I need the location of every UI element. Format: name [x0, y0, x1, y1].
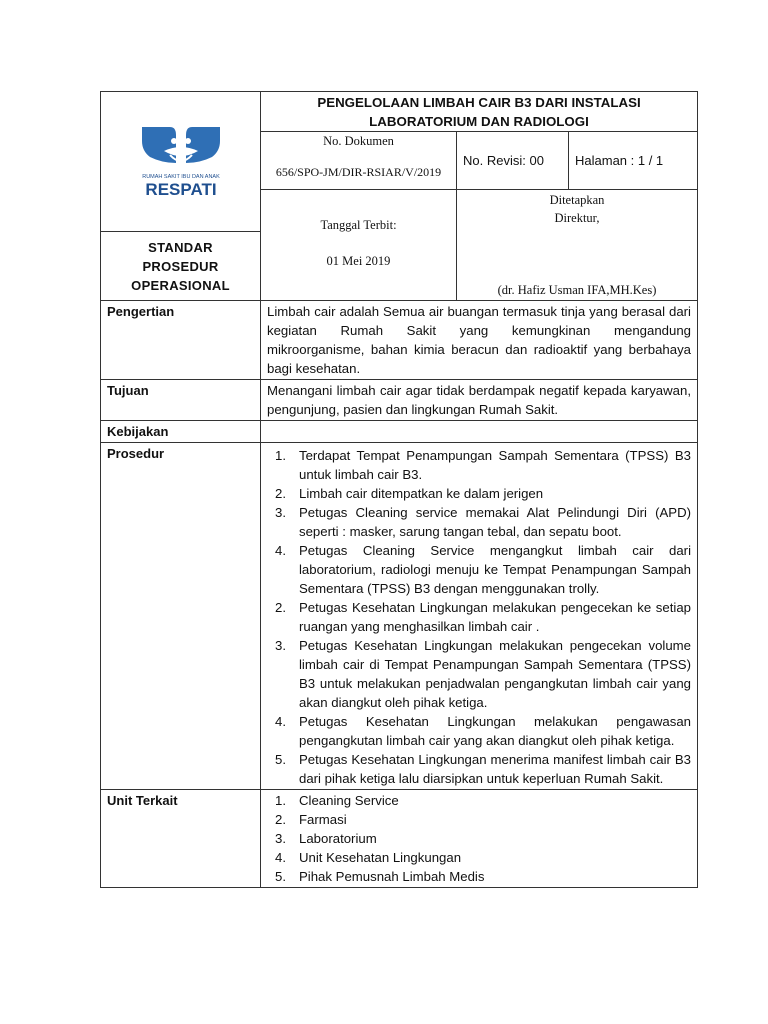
doc-title-line2: LABORATORIUM DAN RADIOLOGI [369, 114, 589, 129]
prosedur-item [267, 636, 691, 712]
signatory: (dr. Hafiz Usman IFA,MH.Kes) [497, 283, 657, 297]
kebijakan-label: Kebijakan [101, 421, 261, 443]
issue-date-cell [261, 190, 457, 301]
doc-number-cell [261, 132, 457, 190]
sop-line2: PROSEDUR [142, 258, 219, 274]
tujuan-text: Menangani limbah cair agar tidak berdampak negatif kepada karyawan, pengunjung, pasien dan lingkungan Rumah Sakit. [261, 380, 698, 421]
unit-terkait-item-text: Laboratorium [299, 831, 377, 846]
unit-terkait-item [267, 791, 691, 810]
sop-label-cell [101, 232, 261, 301]
unit-terkait-item [267, 829, 691, 848]
unit-terkait-list-cell [261, 790, 698, 888]
doc-number-label: No. Dokumen [323, 134, 394, 148]
unit-terkait-item-text: Unit Kesehatan Lingkungan [299, 850, 462, 865]
logo-cell [101, 92, 261, 232]
issue-date: 01 Mei 2019 [326, 254, 391, 268]
prosedur-item-number: 2. [275, 600, 286, 615]
prosedur-list [267, 446, 691, 788]
unit-terkait-label: Unit Terkait [101, 790, 261, 888]
sop-line3: OPERASIONAL [131, 277, 230, 293]
prosedur-item [267, 712, 691, 750]
tujuan-label: Tujuan [101, 380, 261, 421]
prosedur-item-text: Petugas Cleaning Service mengangkut limbah cair dari laboratorium, radiologi menuju ke Tempat Penampungan Sampah Sementara (TPSS) B3 dengan menggunakan trolly. [299, 543, 691, 596]
logo-name: RESPATI [144, 180, 217, 199]
unit-terkait-list [267, 791, 691, 886]
prosedur-item-text: Limbah cair ditempatkan ke dalam jerigen [299, 486, 544, 501]
issue-label: Tanggal Terbit: [320, 218, 397, 232]
logo-small-text: RUMAH SAKIT IBU DAN ANAK [141, 174, 220, 180]
unit-terkait-item-number: 3. [275, 831, 286, 846]
prosedur-item-text: Petugas Kesehatan Lingkungan menerima manifest limbah cair B3 dari pihak ketiga lalu diarsipkan untuk keperluan Rumah Sakit. [299, 752, 691, 786]
prosedur-item [267, 446, 691, 484]
prosedur-item-text: Terdapat Tempat Penampungan Sampah Sementara (TPSS) B3 untuk limbah cair B3. [299, 448, 691, 482]
unit-terkait-item-number: 2. [275, 812, 286, 827]
kebijakan-text [261, 421, 698, 443]
unit-terkait-item-text: Farmasi [299, 812, 347, 827]
prosedur-item-number: 1. [275, 448, 286, 463]
prosedur-list-cell [261, 443, 698, 790]
unit-terkait-item-number: 5. [275, 869, 286, 884]
prosedur-item [267, 598, 691, 636]
prosedur-item-text: Petugas Kesehatan Lingkungan melakukan pengawasan pengangkutan limbah cair yang akan diangkut oleh pihak ketiga. [299, 714, 691, 748]
unit-terkait-item-text: Pihak Pemusnah Limbah Medis [299, 869, 485, 884]
prosedur-item-number: 2. [275, 486, 286, 501]
prosedur-label: Prosedur [101, 443, 261, 790]
approval-cell [457, 190, 698, 301]
unit-terkait-item [267, 867, 691, 886]
doc-title [261, 92, 698, 132]
prosedur-item-number: 4. [275, 714, 286, 729]
prosedur-item [267, 750, 691, 788]
set-by-label: Ditetapkan [549, 193, 605, 207]
pengertian-text: Limbah cair adalah Semua air buangan termasuk tinja yang berasal dari kegiatan Rumah Sakit yang kemungkinan mengandung mikroorganisme, bahan kimia beracun dan radioaktif yang berbahaya bagi kesehatan. [261, 301, 698, 380]
unit-terkait-item-number: 1. [275, 793, 286, 808]
unit-terkait-item-text: Cleaning Service [299, 793, 399, 808]
revision: No. Revisi: 00 [457, 132, 569, 190]
prosedur-item-text: Petugas Cleaning service memakai Alat Pelindungi Diri (APD) seperti : masker, sarung tangan tebal, dan sepatu boot. [299, 505, 691, 539]
doc-number: 656/SPO-JM/DIR-RSIAR/V/2019 [275, 165, 442, 179]
doc-title-line1: PENGELOLAAN LIMBAH CAIR B3 DARI INSTALASI [317, 95, 641, 110]
prosedur-item [267, 541, 691, 598]
prosedur-item-text: Petugas Kesehatan Lingkungan melakukan pengecekan volume limbah cair di Tempat Penampungan Sampah Sementara (TPSS) B3 untuk melakukan penjadwalan pengangkutan limbah cair yang akan diangkut oleh pihak ketiga. [299, 638, 691, 710]
unit-terkait-item [267, 848, 691, 867]
prosedur-item [267, 484, 691, 503]
pengertian-label: Pengertian [101, 301, 261, 380]
prosedur-item-number: 3. [275, 638, 286, 653]
prosedur-item-number: 5. [275, 752, 286, 767]
set-by-role: Direktur, [554, 211, 600, 225]
unit-terkait-item-number: 4. [275, 850, 286, 865]
sop-line1: STANDAR [148, 239, 213, 255]
unit-terkait-item [267, 810, 691, 829]
page-number: Halaman : 1 / 1 [569, 132, 698, 190]
prosedur-item-number: 3. [275, 505, 286, 520]
spo-table [100, 91, 698, 888]
prosedur-item-number: 4. [275, 543, 286, 558]
prosedur-item-text: Petugas Kesehatan Lingkungan melakukan pengecekan ke setiap ruangan yang menghasilkan limbah cair . [299, 600, 691, 634]
respati-logo-icon [136, 121, 226, 199]
prosedur-item [267, 503, 691, 541]
